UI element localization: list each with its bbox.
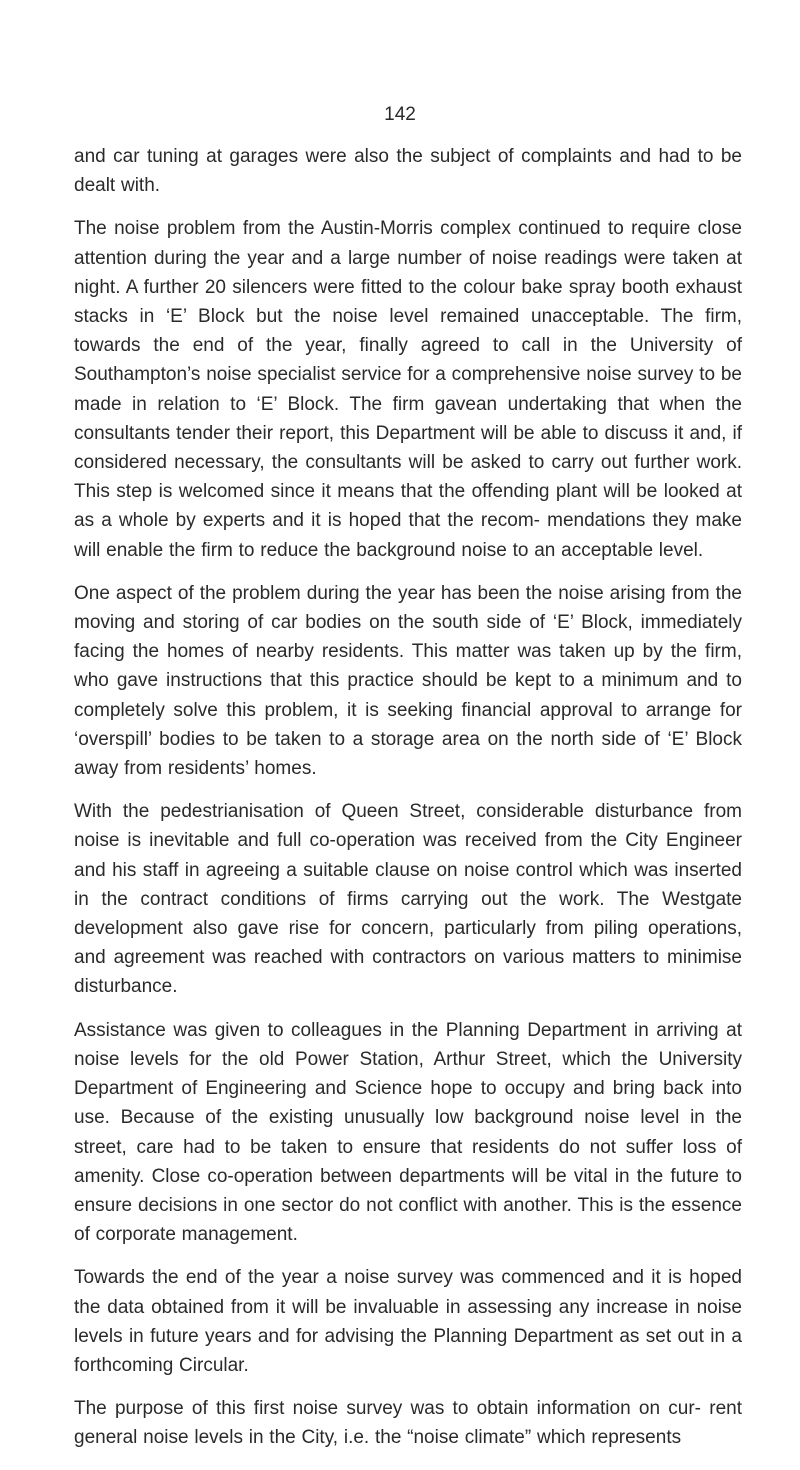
page-number: 142 bbox=[384, 104, 416, 125]
paragraph-queen-street: With the pedestrianisation of Queen Street, considerable disturbance from noise is inevitable and full co-operation was received from the City Engineer and his staff in agreeing a suitable clause on noise control which was inserted in the contract conditions of firms carrying out the work. The Westgate development also gave rise for concern, particularly from piling operations, and agreement was reached with contractors on various matters to minimise disturbance. bbox=[74, 801, 742, 998]
paragraph-noise-survey: Towards the end of the year a noise survey was commenced and it is hoped the data obtained from it will be invaluable in assessing any increase in noise levels in future years and for advising the Planning Department as set out in a forthcoming Circular. bbox=[74, 1267, 742, 1376]
body-text bbox=[74, 142, 742, 1453]
paragraph-power-station: Assistance was given to colleagues in the Planning Department in arriving at noise levels for the old Power Station, Arthur Street, which the University Department of Engineering and Science hope to occupy and bring back into use. Because of the existing unusually low background noise level in the street, care had to be taken to ensure that residents do not suffer loss of amenity. Close co-operation between departments will be vital in the future to ensure decisions in one sector do not conflict with another. This is the essence of corporate management. bbox=[74, 1019, 742, 1246]
paragraph-car-bodies-storage: One aspect of the problem during the year has been the noise arising from the moving and storing of car bodies on the south side of ‘E’ Block, immediately facing the homes of nearby residents. This matter was taken up by the firm, who gave instructions that this practice should be kept to a minimum and to completely solve this problem, it is seeking financial approval to arrange for ‘overspill’ bodies to be taken to a storage area on the north side of ‘E’ Block away from residents’ homes. bbox=[74, 582, 742, 780]
paragraph-austin-morris-noise: The noise problem from the Austin-Morris complex continued to require close attention during the year and a large number of noise readings were taken at night. A further 20 silencers were fitted to the colour bake spray booth exhaust stacks in ‘E’ Block but the noise level remained unacceptable. The firm, towards the end of the year, finally agreed to call in the University of Southampton’s noise specialist service for a comprehensive noise survey to be made in relation to ‘E’ Block. The firm gavean undertaking that when the consultants tender their report, this Department will be able to discuss it and, if considered necessary, the consultants will be asked to carry out further work. This step is welcomed since it means that the offending plant will be looked at as a whole by experts and it is hoped that the recom- mendations they make will enable the firm to reduce the background noise to an acceptable level. bbox=[74, 218, 742, 561]
paragraph-survey-purpose: The purpose of this first noise survey was to obtain information on cur- rent general noise levels in the City, i.e. the “noise climate” which represents bbox=[74, 1398, 742, 1449]
paragraph-continuation: and car tuning at garages were also the subject of complaints and had to be dealt with. bbox=[74, 146, 742, 197]
